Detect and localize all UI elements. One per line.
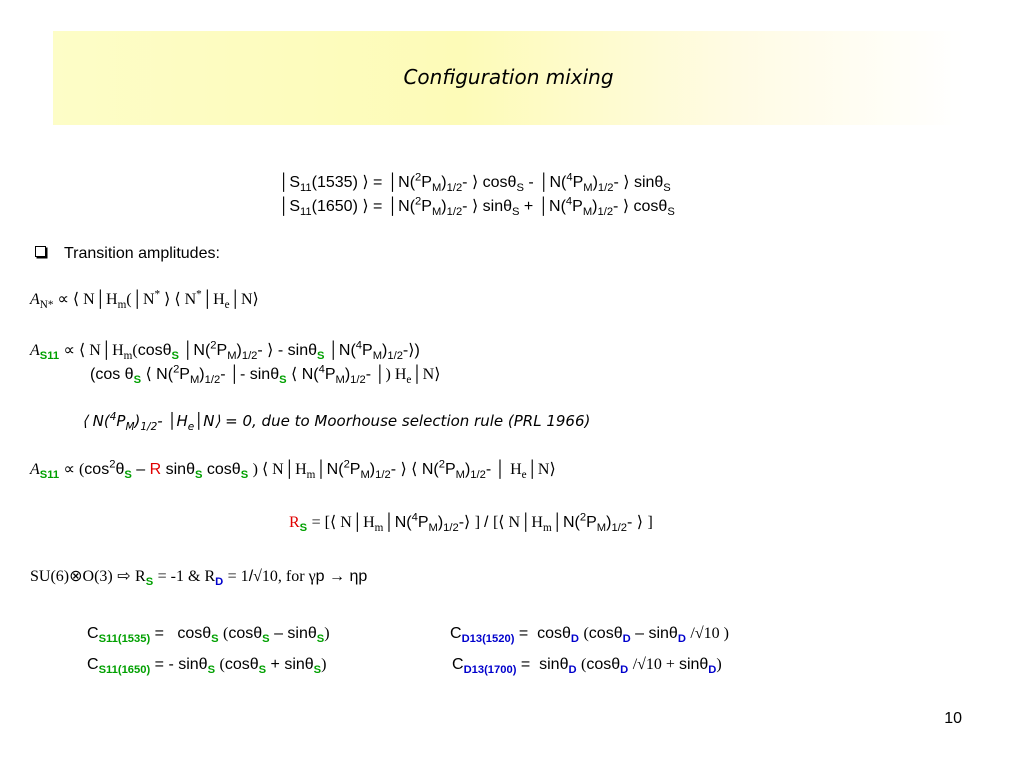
transition-amplitudes-bullet (35, 244, 220, 264)
slide-title: Configuration mixing (403, 65, 614, 89)
mixing-equation-1535: $│S_{11}(1535)$ ⟩ = $│N(^2P_M)_{1/2}-$ ⟩ $\cos\theta_S - │N(^4P_M)_{1/2}-$ ⟩ sinθ$_S$ (278, 171, 671, 195)
page-number: 10 (944, 710, 962, 727)
coef-d13-1700: $C_{D13(1700)} = \sin\theta_D$ (cosθ$_D$ /√10 + sinθ$_D$) (452, 656, 722, 677)
amplitude-s11-line-2: (cos $\theta_S$ ⟨ $N(^2P_M)_{1/2}-$ │- sinθ$_S$ ⟨ $N(^4P_M)_{1/2}-$ │) $H_e│N⟩$ (90, 363, 441, 387)
su6-result: SU(6)⊗O(3) ⇨ $R_S = -1$ & $R_D = 1/√10$, for γp → ηp (30, 568, 368, 589)
moorhouse-text: = 0, due to Moorhouse selection rule (PRL 1966) (225, 412, 591, 430)
coef-s11-1535: $C_{S11(1535)} = \cos\theta_S$ (cosθ$_S$ – sinθ$_S$) (87, 625, 330, 646)
transition-amplitudes-label: Transition amplitudes: (64, 245, 220, 262)
mixing-equation-1650: $│S_{11}(1650)$ ⟩ = $│N(^2P_M)_{1/2}-$ ⟩ $\sin\theta_S + │N(^4P_M)_{1/2}-$ ⟩ cosθ$_S$ (278, 195, 675, 219)
amplitude-nstar: $A_{N*}$ ∝ ⟨ $N│H_m(│N^*$ ⟩ ⟨ $N^*│H_e│N⟩$ (30, 288, 259, 312)
outline-arrow-icon: ⇨ (117, 568, 131, 585)
title-band (53, 31, 964, 125)
coef-s11-1650: $C_{S11(1650)}$ = - sinθ$_S$ (cosθ$_S$ + sinθ$_S$) (87, 656, 327, 677)
moorhouse-rule: ⟨ $N(^4P_M)_{1/2}-$ $│H_e│N⟩ = 0$, due to Moorhouse selection rule (PRL 1966) (82, 411, 591, 433)
ratio-rs: $R_S$ = [⟨ $N│H_m│N(^4P_M)_{1/2}-⟩$ ] / [⟨ $N│H_m│N(^2P_M)_{1/2}-$ ⟩ ] (289, 511, 653, 535)
square-bullet-icon (35, 246, 46, 257)
coef-d13-1520: $C_{D13(1520)} = \cos\theta_D$ (cosθ$_D$ – sinθ$_D$ /√10 ) (450, 625, 729, 646)
su6-label: SU(6)⊗O(3) (30, 568, 113, 585)
amplitude-s11-expansion: $A_{S11} \propto (\cos^2\theta_S - R$ sinθ$_S$ cosθ$_S$ ) ⟨ $N│H_m│N(^2P_M)_{1/2}-$ ⟩ ⟨ $N(^2P_M)_{1/2}-$ │ $H_e│N⟩$ (30, 458, 556, 482)
amplitude-s11-line-1: $A_{S11}$ ∝ ⟨ $N│H_m(\cos\theta_S$ $│N(^2P_M)_{1/2}-$ ⟩ - sinθ$_S$ $│N(^4P_M)_{1/2}-⟩$) (30, 339, 420, 363)
